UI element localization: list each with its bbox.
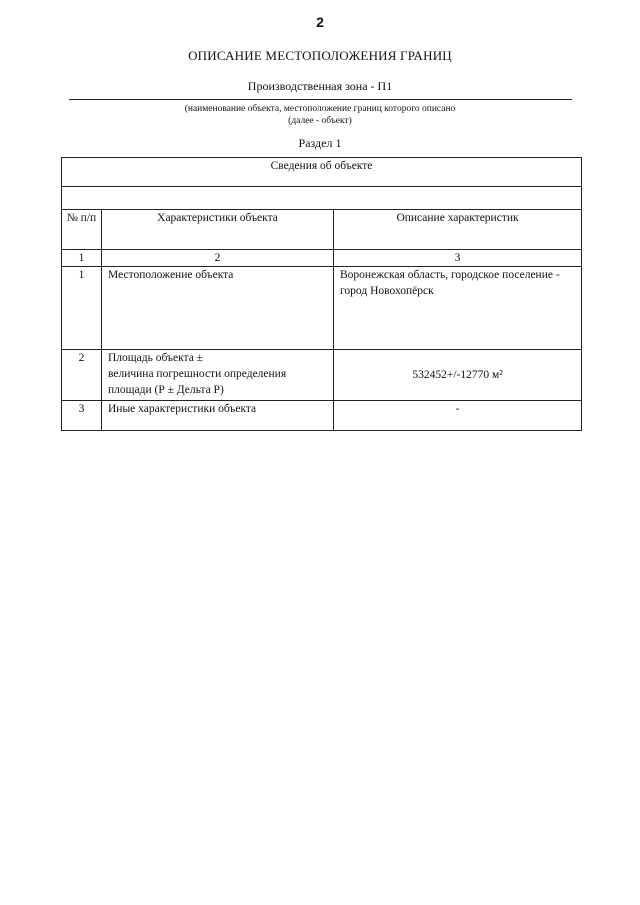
table-row: [62, 267, 582, 350]
note-line-2: (далее - объект): [288, 116, 352, 126]
header-characteristics: Характеристики объекта: [102, 210, 334, 250]
table-row: [62, 350, 582, 401]
row-description: -: [334, 401, 582, 431]
row-description: 532452+/-12770 м²: [334, 350, 582, 401]
row-characteristic: [102, 350, 334, 401]
document-title: ОПИСАНИЕ МЕСТОПОЛОЖЕНИЯ ГРАНИЦ: [188, 48, 452, 63]
section-title: Раздел 1: [298, 136, 342, 150]
table-blank-row: [62, 187, 582, 210]
row-number: 3: [62, 401, 102, 431]
header-description: Описание характеристик: [334, 210, 582, 250]
characteristic-line: Площадь объекта ±: [108, 352, 203, 364]
characteristic-line: площади (Р ± Дельта Р): [108, 384, 224, 396]
row-number: 2: [62, 350, 102, 401]
header-num: № п/п: [62, 210, 102, 250]
column-number-row: [62, 250, 582, 267]
table-row: [62, 401, 582, 431]
row-characteristic: Местоположение объекта: [102, 267, 334, 350]
table-title: Сведения об объекте: [62, 158, 582, 187]
object-info-table: [61, 157, 582, 431]
page-number: 2: [316, 14, 324, 30]
underline-divider: [69, 99, 572, 100]
column-number: 1: [62, 250, 102, 267]
table-header-row: [62, 210, 582, 250]
characteristic-line: величина погрешности определения: [108, 368, 287, 380]
table-title-row: [62, 158, 582, 187]
object-name-note: [0, 103, 640, 127]
blank-cell: [62, 187, 582, 210]
row-characteristic: Иные характеристики объекта: [102, 401, 334, 431]
row-description: Воронежская область, городское поселение - город Новохопёрск: [334, 267, 582, 350]
column-number: 3: [334, 250, 582, 267]
column-number: 2: [102, 250, 334, 267]
note-line-1: (наименование объекта, местоположение границ которого описано: [184, 104, 456, 114]
object-name: Производственная зона - П1: [247, 79, 393, 93]
row-number: 1: [62, 267, 102, 350]
